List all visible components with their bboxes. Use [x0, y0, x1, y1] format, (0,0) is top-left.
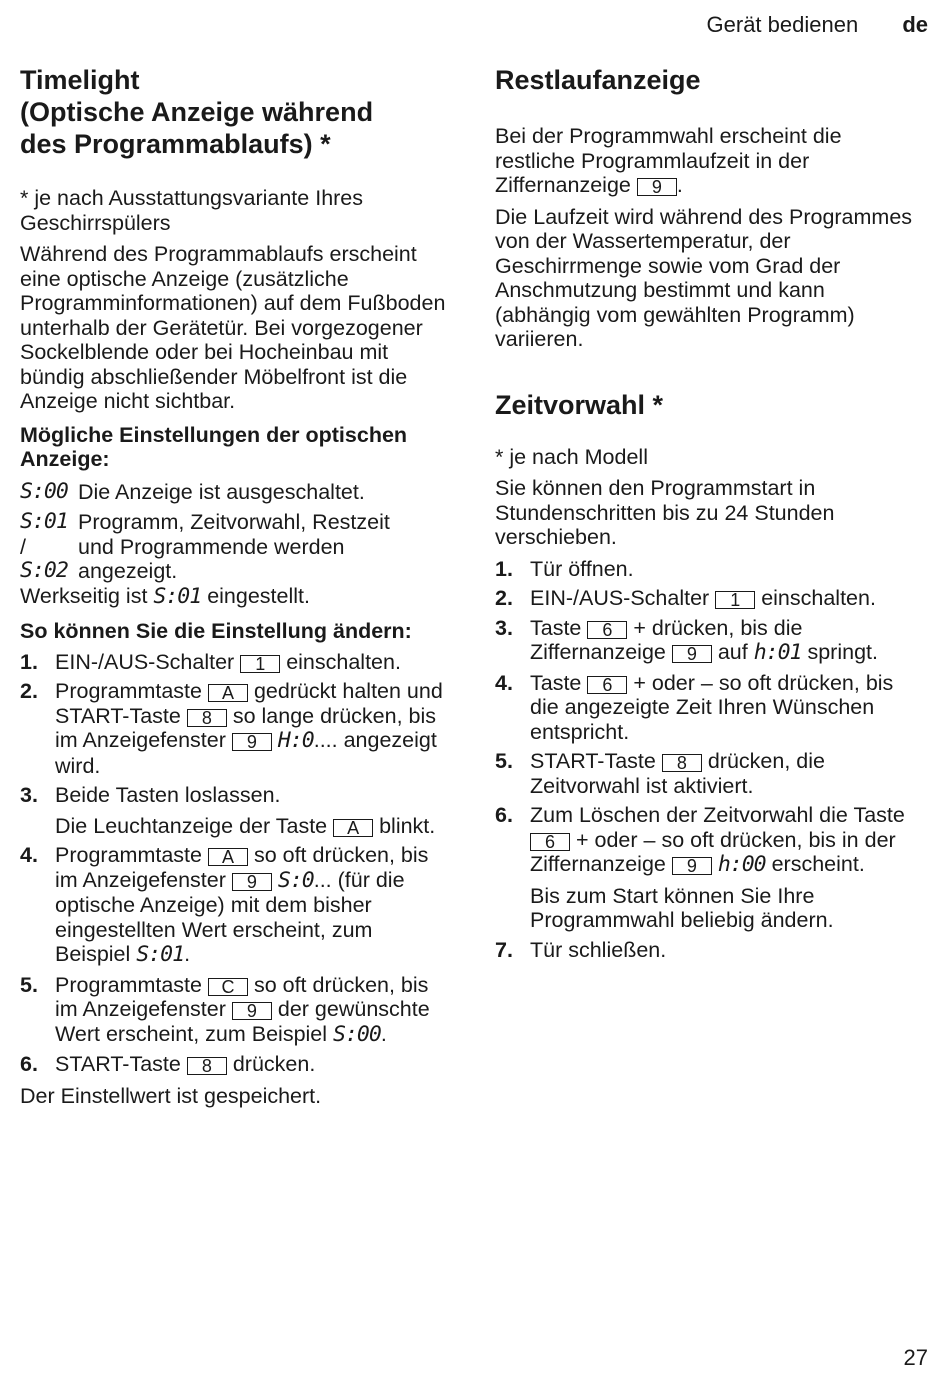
saved-note: Der Einstellwert ist gespeichert. — [20, 1083, 322, 1108]
list-item: 5. Programmtaste C so oft drücken, bis im Anzeigefenster 9 der gewünschte Wert erscheint, zum Beispiel S:00. — [20, 972, 430, 1047]
list-item: 6. Zum Löschen der Zeitvorwahl die Taste 6 + oder – so oft drücken, bis in der Ziffernanzeige 9 h:00 erscheint. Bis zum Start können Sie Ihre Programmwahl beliebig ändern. — [495, 803, 905, 932]
list-item: 4. Programmtaste A so oft drücken, bis im Anzeigefenster 9 S:0... (für die optische Anzeige) mit dem bisher eingestellten Wert erscheint, zum Beispiel S:01. — [20, 843, 429, 967]
key-9: 9 — [637, 178, 677, 196]
zeitvorwahl-note: * je nach Modell — [495, 444, 648, 469]
list-item: 6. START-Taste 8 drücken. — [20, 1052, 316, 1076]
key-6: 6 — [530, 833, 570, 851]
option-s00: S:00 Die Anzeige ist ausgeschaltet. — [20, 478, 365, 504]
key-1: 1 — [715, 591, 755, 609]
key-a: A — [333, 819, 373, 837]
settings-heading: Mögliche Einstellungen der optischen Anzeige: — [20, 422, 408, 471]
timelight-intro: Während des Programmablaufs erscheint eine optische Anzeige (zusätzliche Programminformationen) auf dem Fußboden unterhalb der Gerätetür. Bei vorgezogener Sockelblende oder bei Hocheinbau mit bündig abschließender Möbelfront ist die Anzeige nicht sichtbar. — [20, 242, 446, 413]
list-item: 3. Taste 6 + drücken, bis die Ziffernanzeige 9 auf h:01 springt. — [495, 615, 878, 665]
language-code: de — [902, 12, 928, 37]
list-item: 2. EIN-/AUS-Schalter 1 einschalten. — [495, 586, 876, 610]
factory-setting: Werkseitig ist S:01 eingestellt. — [20, 583, 310, 609]
key-a: A — [208, 848, 248, 866]
key-8: 8 — [187, 1057, 227, 1075]
list-item: 3. Beide Tasten loslassen. Die Leuchtanzeige der Taste A blinkt. — [20, 783, 436, 838]
section-title: Gerät bedienen — [706, 12, 859, 37]
restlauf-title: Restlaufanzeige — [495, 65, 701, 95]
zeitvorwahl-intro: Sie können den Programmstart in Stundenschritten bis zu 24 Stunden verschieben. — [495, 476, 835, 549]
list-item: 1. EIN-/AUS-Schalter 1 einschalten. — [20, 649, 401, 674]
key-9: 9 — [232, 1002, 272, 1020]
zeitvorwahl-steps — [495, 557, 920, 963]
key-9: 9 — [232, 873, 272, 891]
key-9: 9 — [672, 857, 712, 875]
change-steps — [20, 650, 450, 1077]
key-1: 1 — [240, 655, 280, 673]
restlauf-para-2: Die Laufzeit wird während des Programmes von der Wassertemperatur, der Geschirrmenge sowie vom Grad der Anschmutzung bestimmt und kann (abhängig vom gewählten Programm) variieren. — [495, 204, 913, 351]
key-6: 6 — [587, 676, 627, 694]
list-item: 2. Programmtaste A gedrückt halten und START-Taste 8 so lange drücken, bis im Anzeigefenster 9 H:0.... angezeigt wird. — [20, 679, 443, 778]
list-item: 1. Tür öffnen. — [495, 556, 634, 581]
option-s01: S:01 Programm, Zeitvorwahl, Restzeit / und Programmende werden S:02 angezeigt. — [20, 509, 390, 583]
key-9: 9 — [232, 733, 272, 751]
right-column — [495, 64, 920, 962]
list-item: 5. START-Taste 8 drücken, die Zeitvorwahl ist aktiviert. — [495, 749, 825, 798]
key-8: 8 — [187, 709, 227, 727]
change-heading: So können Sie die Einstellung ändern: — [20, 619, 412, 643]
key-a: A — [208, 684, 248, 702]
list-item: 7. Tür schließen. — [495, 937, 667, 962]
key-8: 8 — [662, 754, 702, 772]
key-9: 9 — [672, 645, 712, 663]
restlauf-para-1: Bei der Programmwahl erscheint die restliche Programmlaufzeit in der Ziffernanzeige 9 . — [495, 124, 842, 197]
page-header — [707, 12, 928, 38]
list-item: 4. Taste 6 + oder – so oft drücken, bis die angezeigte Zeit Ihren Wünschen entspricht. — [495, 670, 894, 744]
page-number: 27 — [903, 1345, 928, 1370]
left-column — [20, 64, 450, 1108]
timelight-title: Timelight (Optische Anzeige während des Programmablaufs) * — [20, 65, 374, 159]
timelight-note: * je nach Ausstattungsvariante Ihres Geschirrspülers — [20, 186, 364, 235]
key-6: 6 — [587, 621, 627, 639]
key-c: C — [208, 978, 248, 996]
zeitvorwahl-title: Zeitvorwahl * — [495, 389, 664, 420]
